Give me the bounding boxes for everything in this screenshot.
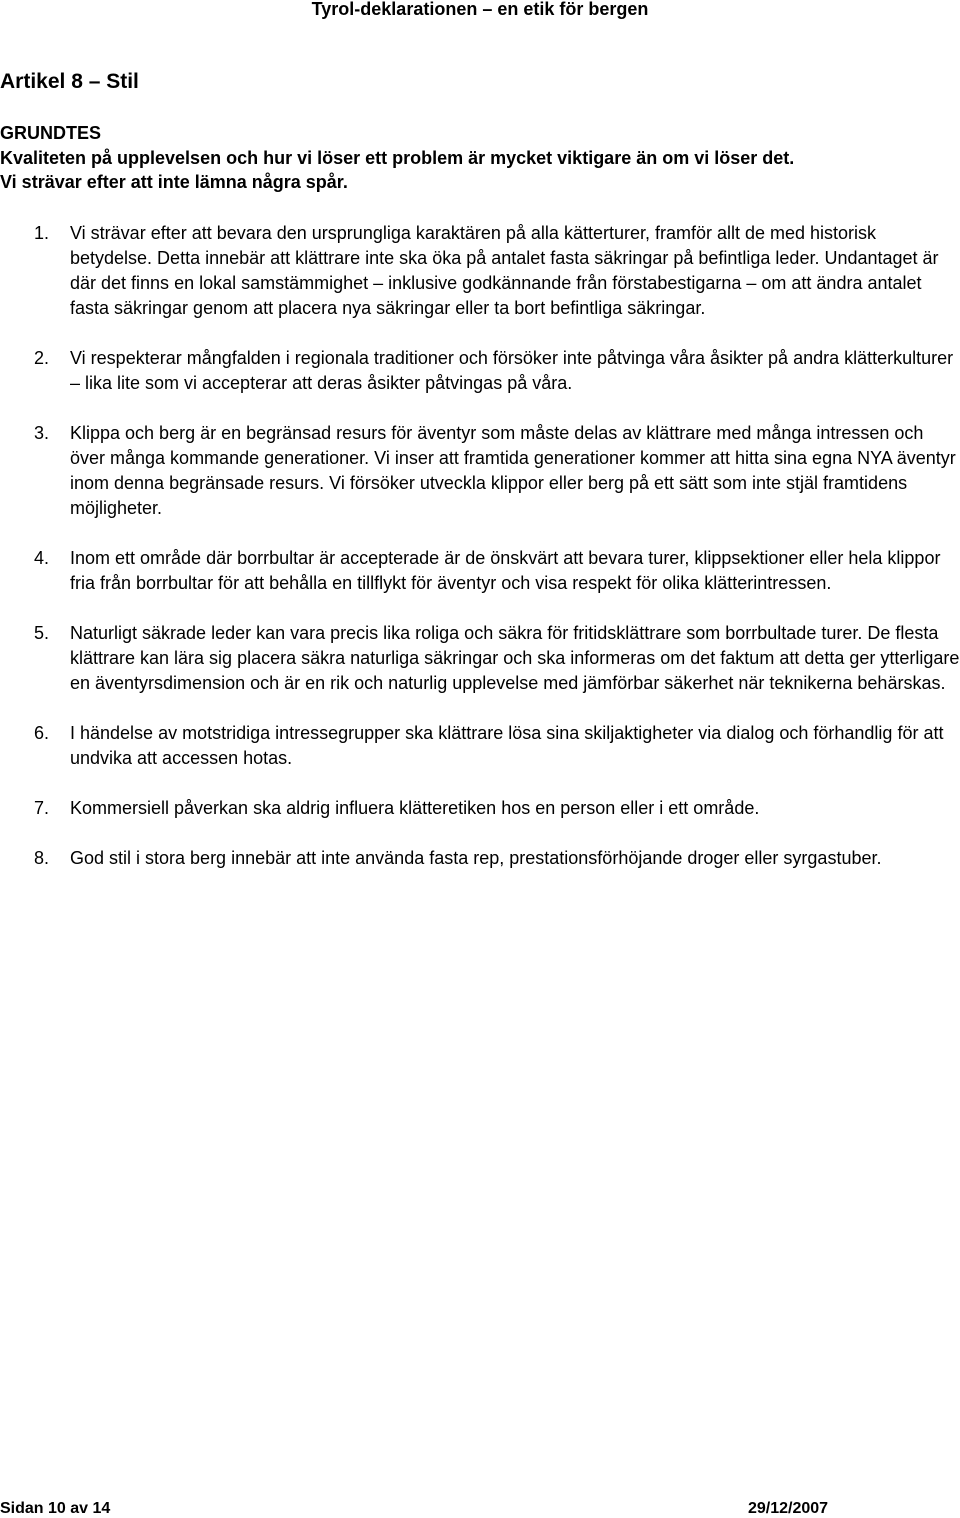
rule-text: Klippa och berg är en begränsad resurs för äventyr som måste delas av klättrare med många intressen och över många kommande generationer. Vi inser att framtida generationer kommer att hitta sina egna NYA äventyr inom denna begränsade resurs. Vi försöker utveckla klippor eller berg på ett sätt som inte stjäl framtidens möjligheter. (70, 423, 956, 518)
rule-item-8 (0, 846, 960, 871)
rule-text: Naturligt säkrade leder kan vara precis lika roliga och säkra för fritidsklättrare som borrbultade turer. De flesta klättrare kan lära sig placera säkra naturliga säkringar och ska informeras om det faktum att detta ger ytterligare en äventyrsdimension och är en rik och naturlig upplevelse med jämförbar säkerhet när teknikerna behärskas. (70, 623, 960, 693)
running-header: Tyrol-deklarationen – en etik för bergen (311, 0, 649, 19)
rule-text: God stil i stora berg innebär att inte använda fasta rep, prestationsförhöjande droger eller syrgastuber. (70, 848, 882, 868)
document-date: 29/12/2007 (748, 1500, 829, 1517)
rule-number: 3. (34, 423, 50, 443)
rule-number: 8. (34, 848, 50, 868)
article-title: Artikel 8 – Stil (0, 70, 139, 93)
rule-item-3 (0, 421, 960, 521)
rule-item-6 (0, 721, 960, 771)
rule-text: Kommersiell påverkan ska aldrig influera klätteretiken hos en person eller i ett område. (70, 798, 760, 818)
principle-line-1: Kvaliteten på upplevelsen och hur vi löser ett problem är mycket viktigare än om vi löser det. (0, 147, 795, 168)
rule-number: 1. (34, 223, 50, 243)
rules-list (0, 221, 960, 871)
rule-item-1 (0, 221, 960, 321)
page-number: Sidan 10 av 14 (0, 1500, 111, 1517)
principle-line-2: Vi strävar efter att inte lämna några spår. (0, 172, 348, 192)
rule-text: Inom ett område där borrbultar är accepterade är de önskvärt att bevara turer, klippsektioner eller hela klippor fria från borrbultar för att behålla en tillflykt för äventyr och visa respekt för olika klätterintressen. (70, 548, 941, 593)
principle-heading: GRUNDTES (0, 123, 102, 143)
rule-text: Vi strävar efter att bevara den ursprungliga karaktären på alla kätterturer, framför allt de med historisk betydelse. Detta innebär att klättrare inte ska öka på antalet fasta säkringar på befintliga leder. Undantaget är där det finns en lokal samstämmighet – inklusive godkännande från förstabestigarna – om att ändra antalet fasta säkringar genom att placera nya säkringar eller ta bort befintliga säkringar. (70, 223, 939, 318)
rule-item-5 (0, 621, 960, 696)
rule-text: Vi respekterar mångfalden i regionala traditioner och försöker inte påtvinga våra åsikter på andra klätterkulturer – lika lite som vi accepterar att deras åsikter påtvingas på våra. (70, 348, 954, 393)
rule-text: I händelse av motstridiga intressegrupper ska klättrare lösa sina skiljaktigheter via dialog och förhandlig för att undvika att accessen hotas. (70, 723, 944, 768)
rule-item-2 (0, 346, 960, 396)
rule-number: 7. (34, 798, 50, 818)
rule-item-4 (0, 546, 960, 596)
principle-block (0, 121, 960, 195)
rule-number: 5. (34, 623, 50, 643)
rule-item-7 (0, 796, 960, 821)
rule-number: 4. (34, 548, 50, 568)
rule-number: 2. (34, 348, 50, 368)
rule-number: 6. (34, 723, 50, 743)
